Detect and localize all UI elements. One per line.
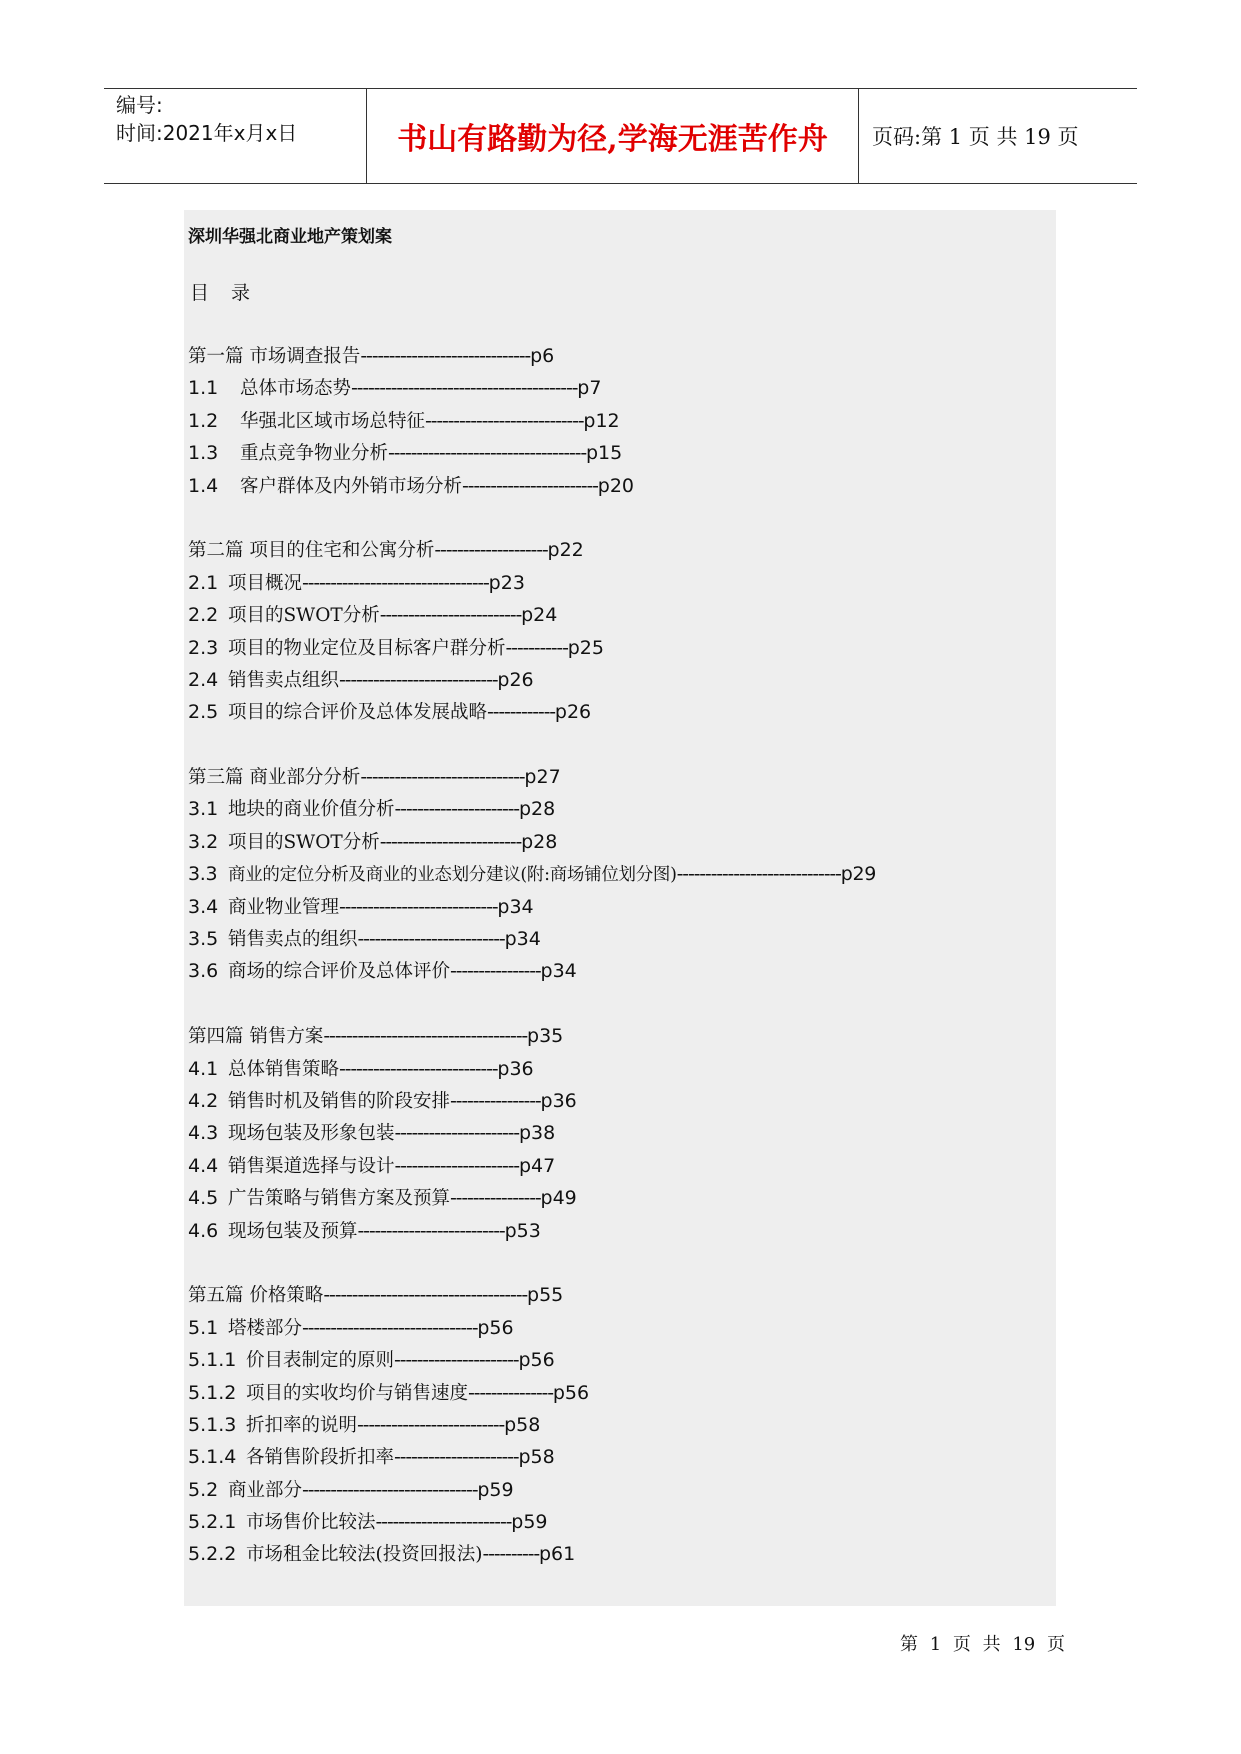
document-title: 深圳华强北商业地产策划案 [188,227,392,247]
toc-part-label: 第一篇 市场调查报告 [188,346,361,367]
toc-page: p12 [583,409,620,432]
toc-page: p49 [540,1187,577,1210]
toc-leader: ------------------------ [462,474,598,497]
toc-page: p47 [518,1154,556,1177]
toc-heading: 目 录 [190,282,259,304]
toc-num: 5.1 [188,1316,219,1339]
toc-item-1-1 [188,372,1056,404]
toc-page: p58 [504,1413,541,1436]
toc-leader: ---------------- [450,1089,541,1112]
toc-page: p59 [511,1511,548,1534]
toc-text: 市场租金比较法(投资回报法) [246,1544,483,1566]
toc-item-2-3 [188,632,1056,664]
table-of-contents [188,340,1056,1571]
toc-num: 4.5 [188,1187,219,1210]
toc-num: 4.2 [188,1089,219,1112]
toc-num: 1.2 [188,409,219,432]
toc-text: 市场售价比较法 [246,1512,376,1534]
toc-part-3 [188,761,1056,793]
toc-leader: -------------------------- [357,928,505,951]
toc-leader: ---------------------- [394,1122,519,1145]
toc-leader: ------------------------------------ [323,1025,528,1048]
toc-num: 2.2 [188,604,219,627]
toc-page: p53 [504,1219,541,1242]
toc-text: 项目的物业定位及目标客户群分析 [228,637,506,659]
toc-num: 1.1 [188,377,219,400]
toc-item-1-2 [188,405,1056,437]
toc-text: 销售时机及销售的阶段安排 [228,1090,451,1112]
toc-page: p22 [547,539,584,562]
toc-num: 3.6 [188,960,219,983]
page-footer: 第 1 页 共 19 页 [900,1634,1065,1655]
toc-item-5-1-1 [188,1344,1056,1376]
toc-page: p59 [477,1478,514,1501]
toc-item-2-5 [188,696,1056,728]
toc-item-4-3 [188,1117,1056,1149]
toc-page: p15 [585,442,623,465]
toc-text: 商业的定位分析及商业的业态划分建议(附:商场铺位划分图) [228,865,677,886]
toc-item-4-6 [188,1215,1056,1247]
toc-part-5 [188,1279,1056,1311]
toc-item-2-2 [188,599,1056,631]
toc-num: 1.3 [188,442,219,465]
toc-text: 销售渠道选择与设计 [228,1155,395,1177]
toc-num: 4.1 [188,1057,219,1080]
toc-text: 价目表制定的原则 [246,1350,395,1372]
toc-leader: ---------------------------- [425,409,584,432]
toc-page: p26 [554,701,592,724]
toc-page: p56 [552,1381,590,1404]
toc-page: p25 [567,636,604,659]
toc-item-5-2-2 [188,1538,1056,1570]
time-label: 时间:2021年x月x日 [116,121,298,145]
toc-leader: ---------------------- [394,1446,519,1469]
toc-num: 3.1 [188,798,219,821]
toc-text: 商业物业管理 [228,896,340,918]
toc-item-5-2-1 [188,1506,1056,1538]
toc-part-4 [188,1020,1056,1052]
toc-leader: ---------------------------- [339,1057,498,1080]
toc-page: p55 [527,1284,564,1307]
toc-part-label: 第四篇 销售方案 [188,1026,324,1048]
toc-item-4-2 [188,1085,1056,1117]
toc-num: 5.1.1 [188,1349,237,1372]
toc-text: 现场包装及预算 [228,1220,358,1242]
toc-num: 3.5 [188,928,219,951]
toc-leader: ---------------------- [394,1154,519,1177]
toc-num: 2.1 [188,571,219,594]
toc-page: p27 [524,766,561,789]
toc-item-4-5 [188,1182,1056,1214]
toc-leader: ---------- [482,1543,539,1566]
toc-item-3-4 [188,891,1056,923]
toc-text: 折扣率的说明 [246,1414,358,1436]
toc-item-3-6 [188,955,1056,987]
toc-text: 项目概况 [228,572,303,594]
header-motto: 书山有路勤为径,学海无涯苦作舟 [367,89,859,183]
toc-page: p6 [530,345,555,367]
toc-leader: ------------------------------------ [323,1284,528,1307]
toc-num: 4.4 [188,1154,219,1177]
toc-page: p26 [497,668,534,691]
toc-leader: --------------- [468,1381,553,1404]
toc-page: p35 [527,1025,564,1048]
toc-leader: ----------- [505,636,568,659]
toc-page: p36 [540,1089,577,1112]
toc-item-3-5 [188,923,1056,955]
toc-leader: -------------------------- [357,1219,505,1242]
toc-leader: ---------------- [450,960,541,983]
toc-num: 5.2.1 [188,1511,237,1534]
toc-item-5-2 [188,1474,1056,1506]
toc-item-5-1-3 [188,1409,1056,1441]
toc-leader: ----------------------------------- [388,442,586,465]
header-page-info: 页码:第 1 页 共 19 页 [872,125,1079,149]
toc-leader: ---------------------- [394,1349,519,1372]
toc-leader: ---------------- [450,1187,541,1210]
toc-num: 3.2 [188,830,219,853]
toc-page: p61 [539,1543,576,1566]
toc-text: 销售卖点的组织 [228,929,358,951]
toc-text: 现场包装及形象包装 [228,1123,395,1145]
toc-part-2 [188,534,1056,566]
toc-page: p29 [840,863,877,886]
page-header [104,88,1137,184]
toc-item-5-1-2 [188,1377,1056,1409]
toc-text: 项目的SWOT分析 [228,831,380,853]
toc-leader: ------------------------- [379,604,522,627]
toc-text: 塔楼部分 [228,1317,303,1339]
toc-item-2-1 [188,567,1056,599]
toc-text: 客户群体及内外销市场分析 [240,475,463,497]
toc-num: 3.3 [188,863,218,886]
toc-page: p58 [518,1446,555,1469]
toc-part-1 [188,340,1056,372]
toc-leader: ------------------------- [379,830,522,853]
toc-part-label: 第三篇 商业部分分析 [188,767,361,789]
toc-page: p56 [518,1349,555,1372]
toc-num: 5.1.3 [188,1413,237,1436]
toc-text: 各销售阶段折扣率 [246,1447,395,1469]
toc-page: p20 [597,474,635,497]
toc-text: 项目的SWOT分析 [228,605,380,627]
toc-page: p38 [518,1122,556,1145]
toc-leader: ---------------------------- [339,895,498,918]
toc-leader: ----------------------------- [676,863,841,886]
toc-page: p28 [521,830,558,853]
toc-num: 5.1.4 [188,1446,237,1469]
toc-part-label: 第五篇 价格策略 [188,1285,324,1307]
toc-page: p7 [577,377,602,400]
toc-page: p24 [521,604,558,627]
toc-leader: ---------------------- [394,798,519,821]
toc-num: 4.6 [188,1219,219,1242]
toc-text: 商场的综合评价及总体评价 [228,961,451,983]
toc-leader: -------------------------- [357,1413,505,1436]
toc-text: 重点竞争物业分析 [240,443,389,465]
toc-leader: ------------------------------- [302,1316,478,1339]
toc-item-4-4 [188,1150,1056,1182]
toc-text: 项目的综合评价及总体发展战略 [228,702,488,724]
toc-text: 销售卖点组织 [228,669,340,691]
toc-text: 广告策略与销售方案及预算 [228,1188,451,1210]
toc-page: p28 [518,798,556,821]
toc-num: 2.3 [188,636,219,659]
toc-item-1-3 [188,437,1056,469]
toc-num: 2.5 [188,701,219,724]
toc-leader: ------------------------------- [302,1478,478,1501]
toc-num: 5.1.2 [188,1381,237,1404]
toc-item-3-1 [188,793,1056,825]
toc-num: 4.3 [188,1122,219,1145]
toc-leader: -------------------- [434,539,548,562]
number-label: 编号: [116,93,163,117]
toc-item-5-1-4 [188,1441,1056,1473]
toc-leader: ----------------------------- [360,766,525,789]
toc-num: 1.4 [188,474,219,497]
header-meta [104,89,367,183]
toc-num: 5.2 [188,1478,219,1501]
toc-page: p23 [488,571,525,594]
toc-text: 项目的实收均价与销售速度 [246,1382,469,1404]
toc-item-1-4 [188,470,1056,502]
toc-leader: --------------------------------- [302,571,489,594]
toc-leader: ---------------------------------------- [351,377,578,400]
toc-text: 商业部分 [228,1479,303,1501]
toc-leader: ------------------------ [375,1511,512,1534]
toc-page: p34 [497,895,534,918]
toc-page: p56 [477,1316,514,1339]
toc-text: 地块的商业价值分析 [228,799,395,821]
toc-leader: ------------ [487,701,555,724]
toc-item-4-1 [188,1053,1056,1085]
toc-text: 总体销售策略 [228,1058,340,1080]
toc-item-3-2 [188,826,1056,858]
toc-num: 5.2.2 [188,1543,237,1566]
toc-item-2-4 [188,664,1056,696]
toc-page: p36 [497,1057,534,1080]
toc-page: p34 [540,960,577,983]
toc-leader: ------------------------------ [360,345,531,367]
toc-page: p34 [504,928,541,951]
document-body [184,210,1056,1606]
toc-item-3-3 [188,858,1056,890]
toc-num: 3.4 [188,895,219,918]
toc-leader: ---------------------------- [339,668,498,691]
toc-item-5-1 [188,1312,1056,1344]
toc-text: 华强北区域市场总特征 [240,410,426,432]
toc-text: 总体市场态势 [240,378,352,400]
toc-part-label: 第二篇 项目的住宅和公寓分析 [188,540,435,562]
toc-num: 2.4 [188,668,219,691]
